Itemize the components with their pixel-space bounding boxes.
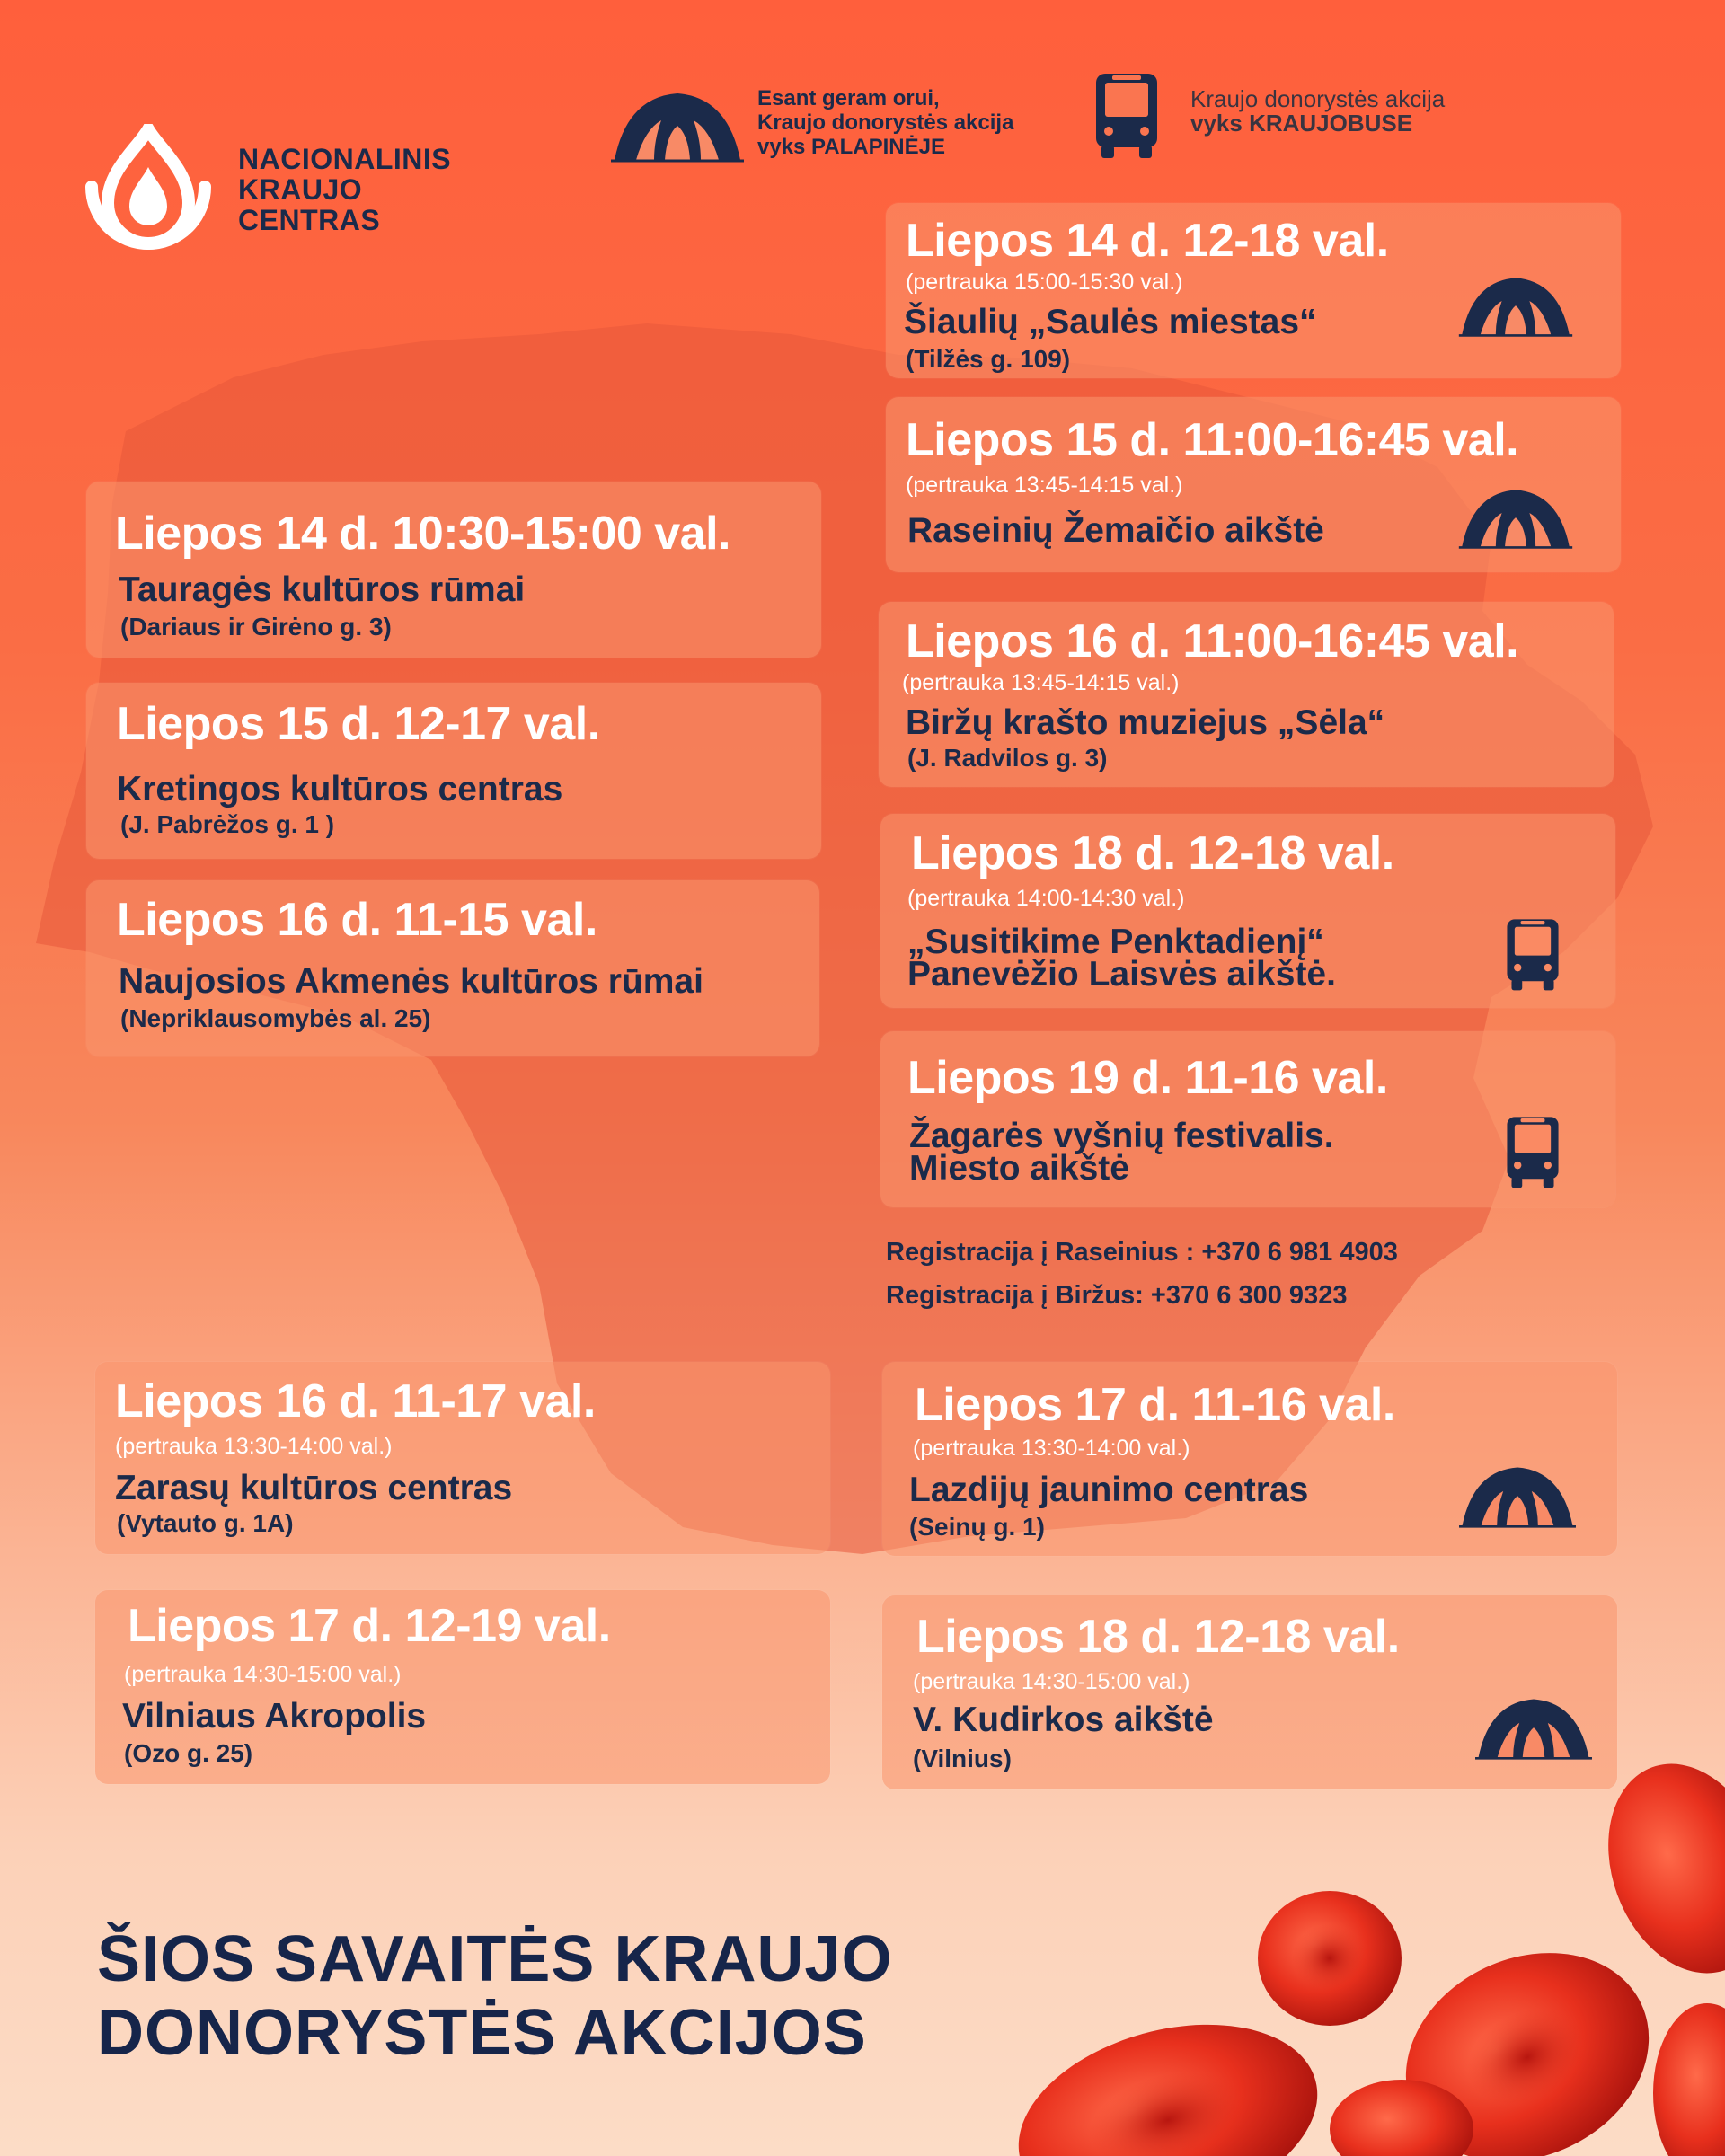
event-card — [880, 1031, 1615, 1207]
event-address: (Dariaus ir Girėno g. 3) — [120, 613, 392, 641]
event-card — [86, 880, 819, 1056]
event-break: (pertrauka 14:30-15:00 val.) — [913, 1669, 1190, 1694]
event-card — [882, 1595, 1617, 1789]
event-date: Liepos 17 d. 12-19 val. — [128, 1600, 611, 1652]
event-card — [95, 1590, 830, 1784]
event-break: (pertrauka 14:30-15:00 val.) — [124, 1662, 402, 1687]
event-address: (J. Pabrėžos g. 1 ) — [120, 810, 335, 838]
organization-name — [238, 144, 451, 235]
blood-cells-decoration — [997, 1741, 1725, 2156]
legend-bus-line2: vyks KRAUJOBUSE — [1190, 110, 1413, 137]
event-address: (Vilnius) — [913, 1745, 1012, 1772]
legend-bus-line1: Kraujo donorystės akcija — [1190, 85, 1446, 112]
bus-icon — [1092, 70, 1161, 160]
event-date: Liepos 18 d. 12-18 val. — [916, 1611, 1400, 1663]
event-card — [879, 602, 1614, 787]
legend-tent-text — [757, 86, 1013, 159]
event-date: Liepos 14 d. 10:30-15:00 val. — [115, 508, 730, 560]
event-date: Liepos 16 d. 11:00-16:45 val. — [906, 615, 1519, 667]
event-break: (pertrauka 13:30-14:00 val.) — [115, 1434, 393, 1459]
event-place: „Susitikime Penktadienį“ — [907, 923, 1324, 961]
page-title — [97, 1922, 892, 2070]
event-place: Naujosios Akmenės kultūros rūmai — [119, 962, 703, 1001]
event-date: Liepos 14 d. 12-18 val. — [906, 215, 1389, 267]
event-address: (Seinų g. 1) — [909, 1513, 1045, 1541]
event-place-line2: Miesto aikštė — [909, 1149, 1129, 1188]
event-card — [86, 683, 821, 859]
event-break: (pertrauka 13:45-14:15 val.) — [906, 473, 1183, 498]
event-address: (J. Radvilos g. 3) — [907, 744, 1108, 772]
organization-name-line3: CENTRAS — [238, 204, 381, 236]
event-place: Biržų krašto muziejus „Sėla“ — [906, 703, 1385, 742]
legend-bus-text — [1190, 87, 1445, 136]
event-date: Liepos 15 d. 12-17 val. — [117, 698, 600, 750]
event-address: (Nepriklausomybės al. 25) — [120, 1004, 431, 1032]
tent-icon — [1457, 275, 1574, 338]
event-break: (pertrauka 13:45-14:15 val.) — [902, 670, 1180, 695]
blood-drop-icon — [83, 124, 214, 255]
event-date: Liepos 18 d. 12-18 val. — [911, 827, 1394, 879]
event-card — [86, 482, 821, 658]
event-date: Liepos 19 d. 11-16 val. — [907, 1052, 1388, 1104]
event-place: Zarasų kultūros centras — [115, 1469, 513, 1507]
event-card — [886, 203, 1621, 378]
page-title-line2: DONORYSTĖS AKCIJOS — [97, 1997, 867, 2069]
event-card — [882, 1362, 1617, 1556]
event-place: Vilniaus Akropolis — [122, 1697, 427, 1736]
event-card — [880, 814, 1615, 1008]
event-date: Liepos 16 d. 11-15 val. — [117, 894, 597, 946]
event-date: Liepos 15 d. 11:00-16:45 val. — [906, 414, 1519, 466]
bus-icon — [1504, 916, 1561, 992]
event-place: Raseinių Žemaičio aikštė — [907, 511, 1324, 550]
event-address: (Vytauto g. 1A) — [117, 1509, 294, 1537]
event-break: (pertrauka 14:00-14:30 val.) — [907, 886, 1185, 911]
event-break: (pertrauka 13:30-14:00 val.) — [913, 1436, 1190, 1461]
event-date: Liepos 16 d. 11-17 val. — [115, 1375, 596, 1427]
registration-birzai: Registracija į Biržus: +370 6 300 9323 — [886, 1281, 1348, 1310]
event-break: (pertrauka 15:00-15:30 val.) — [906, 270, 1183, 295]
legend-tent-line2: Kraujo donorystės akcija — [757, 110, 1014, 135]
tent-icon — [1457, 487, 1574, 550]
event-address: (Tilžės g. 109) — [906, 345, 1071, 373]
tent-icon — [1457, 1464, 1578, 1529]
event-place: Kretingos kultūros centras — [117, 770, 563, 808]
event-address: (Ozo g. 25) — [124, 1739, 253, 1767]
organization-name-line2: KRAUJO — [238, 173, 363, 206]
event-place: Lazdijų jaunimo centras — [909, 1471, 1309, 1509]
event-card — [886, 397, 1621, 572]
event-place: Šiaulių „Saulės miestas“ — [904, 303, 1317, 341]
event-place-line2: Panevėžio Laisvės aikštė. — [907, 955, 1336, 994]
registration-raseiniai: Registracija į Raseinius : +370 6 981 4903 — [886, 1238, 1398, 1267]
event-date: Liepos 17 d. 11-16 val. — [915, 1379, 1395, 1431]
organization-name-line1: NACIONALINIS — [238, 143, 452, 175]
page-title-line1: ŠIOS SAVAITĖS KRAUJO — [97, 1923, 893, 1995]
event-card — [95, 1362, 830, 1554]
bus-icon — [1504, 1114, 1561, 1189]
legend-tent-line3: vyks PALAPINĖJE — [757, 135, 945, 159]
event-place: V. Kudirkos aikštė — [913, 1701, 1214, 1739]
legend-tent-line1: Esant geram orui, — [757, 86, 940, 110]
event-place: Tauragės kultūros rūmai — [119, 570, 526, 609]
event-place: Žagarės vyšnių festivalis. — [909, 1117, 1334, 1155]
tent-icon — [609, 90, 746, 163]
tent-icon — [1473, 1696, 1594, 1761]
